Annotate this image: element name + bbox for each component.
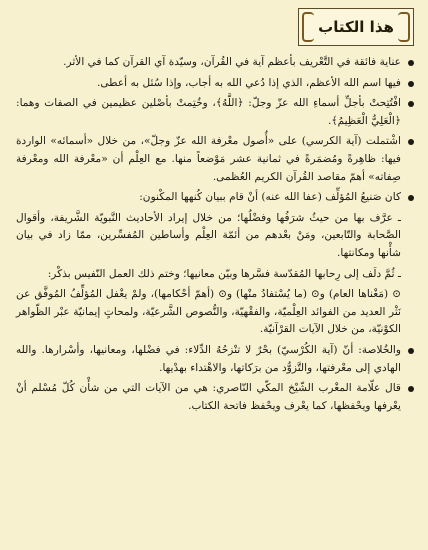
paragraph-6 (16, 210, 414, 263)
bullet-dot-icon (408, 348, 414, 354)
paragraph-text: ـ ثُمَّ دلَف إلى رِحابها المُقدّسة فسَّرها وبيّن معانيها؛ وختم ذلك العمل النّفيس بذكْر: (47, 267, 401, 280)
paragraph-8 (16, 286, 414, 339)
paragraph-text: عناية فائقة في التَّعْريف بأعظم آية في القُرآن، وسيّدة آي القرآن كما في الأثر. (63, 56, 401, 68)
paragraph-text: كان صَنيعُ المُؤلِّف (عفا الله عنه) أنْ قام ببيان كُنهها المكْنون: (139, 191, 401, 204)
bullet-dot-icon (408, 386, 414, 392)
paragraph-3 (16, 95, 414, 130)
paragraph-text: ـ عرَّف بها من حيثُ شرَفُها وفضْلُها؛ من خلال إيراد الأحاديث النَّبويّة الشَّريفة، وأقوال الصَّحابة والتّابعين، ومَنْ بعْدهم من أئمّة العِلْم وأساطين المُفسِّرين، ممّا زاد في بيان شأْنها ومكانتها. (16, 211, 401, 259)
paragraph-text: اشْتملت (آية الكرسي) على «أُصول معْرفة الله عزّ وجلّ»، من خلال «أسمائه» الواردة فيها: ظاهِرةً ومُضمَرةً في ثمانية عشر مَوْضعاً منها. مع العِلْم أن «معْرفة الله ومعْرفة صِفاته» أهمّ مقاصد القُرآن الكريم العُظمى. (16, 135, 401, 183)
bullet-dot-icon (408, 195, 414, 201)
frame-ornament-left (302, 12, 314, 42)
paragraph-text: افْتُتِحتْ بأجلِّ أسماءِ الله عزّ وجلّ: ﴿اللَّهُ﴾، وخُتِمتْ بأصْلين عظيمين في الصفات وهما: ﴿الْعَلِيُّ الْعَظِيمُ﴾. (16, 97, 401, 127)
heading-frame (298, 8, 414, 46)
paragraph-4 (16, 133, 414, 186)
paragraph-text: ⊙ (مَغْناها العام) و⊙ (ما يُسْتفادُ منْها) و⊙ (أهمّ أحْكامها)، ولمْ يغْفل المُؤلِّفُ المُوفَّق عن نَثْر العديد من الفوائد العِلْميّة، والفقْهيّة، والنُّصوص الشَّرعيّة، ولمحاتٍ إيمانيّة عبْر الظّواهر الكوْنيّة، من خلال الآيات القرْآنيّة. (16, 288, 401, 336)
paragraph-text: والخُلاصة: أنّ (آية الكُرْسيّ) بحْرٌ لا تنْزحُهُ الدِّلاء: في فضْلها، ومعانيها، وأسْرارها. والله الهادي إلى معْرفتها، والتَّزوُّد من برَكاتها، والاهْتداء بهدْيها. (16, 343, 401, 374)
paragraph-2 (16, 75, 414, 93)
paragraph-text: فيها اسم الله الأعظم، الذي إذا دُعي الله به أجاب، وإذا سُئل به أعطى. (96, 76, 401, 89)
bullet-dot-icon (408, 81, 414, 87)
bullet-dot-icon (408, 101, 414, 107)
paragraph-9 (16, 342, 414, 377)
page-title: هذا الكتاب (318, 18, 394, 36)
paragraph-text: قال علّامة المغْرب الشّيْخ المكّي النّاصري: هي من الآيات التي من شأْن كُلّ مُسْلم أنْ يعْرفها ويحْفظها، كما يعْرف ويحْفظ فاتحة الكتاب. (16, 382, 401, 412)
bullet-dot-icon (408, 139, 414, 145)
content-body (16, 54, 414, 415)
paragraph-7 (16, 266, 414, 284)
frame-ornament-right (398, 12, 410, 42)
paragraph-10 (16, 380, 414, 415)
bullet-dot-icon (408, 60, 414, 66)
paragraph-1 (16, 54, 414, 72)
paragraph-5 (16, 189, 414, 207)
